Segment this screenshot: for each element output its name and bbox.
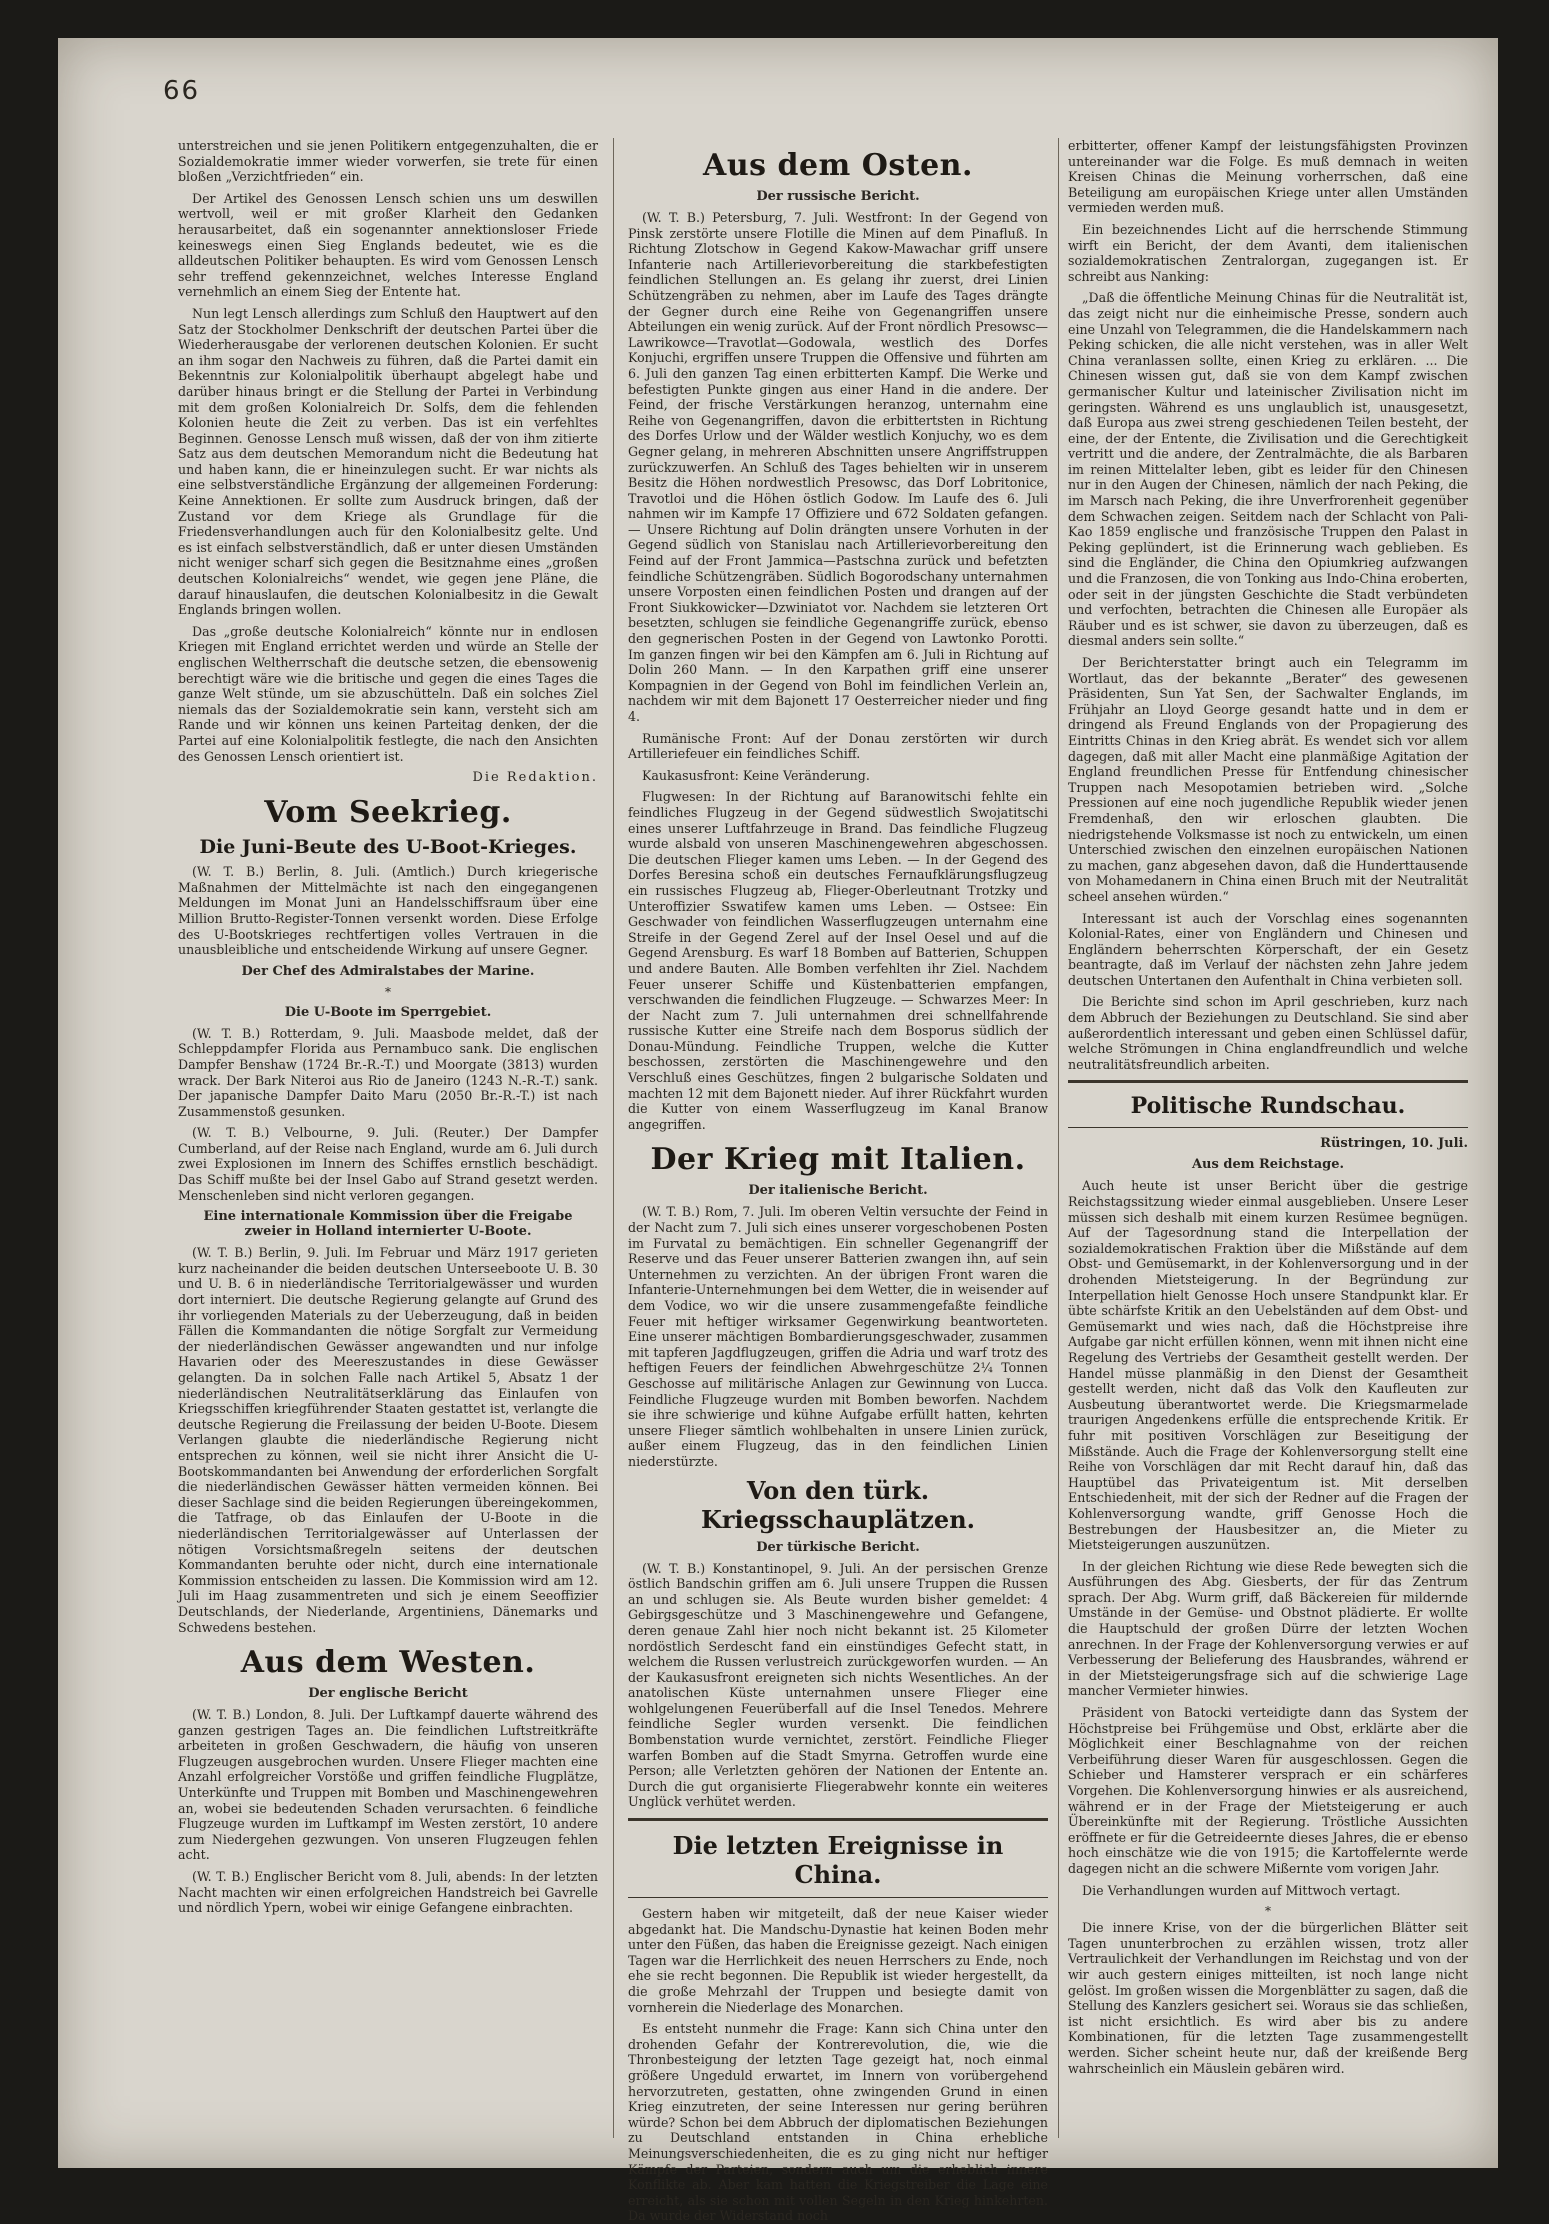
separator-star: * xyxy=(1265,1904,1271,1919)
section-head: Die U-Boote im Sperrgebiet. xyxy=(284,1004,492,1020)
article-paragraph: erbitterter, offener Kampf der leistungsfähigsten Provinzen untereinander war die Folge. Es muß demnach in weiten Kreisen Chinas die Meinung vorherrschen, daß eine Beteiligung am europäischen Kriege unter allen Umständen vermieden werden muß. xyxy=(1068,138,1468,216)
article-paragraph: Der Artikel des Genossen Lensch schien uns um deswillen wertvoll, weil er mit großer Klarheit den Gedanken herausarbeitet, daß ein sogenannter annektionsloser Friede keineswegs einen Sieg Englands bedeutet, wie es die alldeutschen Politiker behaupten. Es wird vom Genossen Lensch sehr treffend gekennzeichnet, welches Interesse England vernehmlich an einem Sieg der Entente hat. xyxy=(178,190,598,300)
column-middle xyxy=(628,138,1048,2224)
article-paragraph: Gestern haben wir mitgeteilt, daß der neue Kaiser wieder abgedankt hat. Die Mandschu-Dynastie hat keinen Boden mehr unter den Füßen, das haben die Ereignisse gezeigt. Nach einigen Tagen war die Herrlichkeit des neuen Herrschers zu Ende, noch ehe sie recht begonnen. Die Republik ist wieder hergestellt, da die große Mehrzahl der Truppen und besiegte damit von vornherein die Niederlage des Monarchen. xyxy=(628,1906,1048,2015)
article-paragraph: Kaukasusfront: Keine Veränderung. xyxy=(642,767,870,783)
signature: Der Chef des Admiralstabes der Marine. xyxy=(241,963,535,979)
article-paragraph: Auch heute ist unser Bericht über die gestrige Reichstagssitzung wieder einmal ausgeblieben. Unsere Leser müssen sich deshalb mit einem kurzen Resümee begnügen. Auf der Tagesordnung stand die Interpellation der sozialdemokratischen Fraktion über die Mißstände auf dem Obst- und Gemüsemarkt, in der Kohlenversorgung und in der drohenden Mietsteigerung. In der Begründung zur Interpellation hielt Genosse Hoch unsere Standpunkt klar. Er übte schärfste Kritik an den Uebelständen auf dem Obst- und Gemüsemarkt und wies nach, daß die Höchstpreise ihre Aufgabe gar nicht erfüllen können, wenn mit ihnen nicht eine Regelung des Vertriebs der Gesamtheit gestellt werden. Der Handel müsse planmäßig in den Dienst der Gesamtheit gestellt werden, nicht daß das Volk den Kaufleuten zur Ausbeutung überantwortet werde. Die Kriegsmarmelade traurigen Angedenkens erfülle die entsprechende Kritik. Er fuhr mit positiven Vorschlägen zur Beseitigung der Mißstände. Auch die Frage der Kohlenversorgung stellt eine Reihe von Vorschlägen dar mit Recht darauf hin, daß das Hauptübel das Privateigentum ist. Mit derselben Entschiedenheit, mit der sich der Redner auf die Fragen der Kohlenversorgung wandte, griff Genosse Hoch die Bestrebungen der Hausbesitzer an, die Mieter zu Mietsteigerungen auszunützen. xyxy=(1068,1178,1468,1553)
section-head: Eine internationale Kommission über die Freigabe zweier in Holland internierter U-Boote. xyxy=(203,1209,573,1240)
section-title-westen: Aus dem Westen. xyxy=(240,1645,536,1681)
article-paragraph: unterstreichen und sie jenen Politikern entgegenzuhalten, die er Sozialdemokratie immer wieder vorwerfen, sie trete für einen bloßen „Verzichtfrieden“ ein. xyxy=(178,138,598,185)
article-paragraph: (W. T. B.) London, 8. Juli. Der Luftkampf dauerte während des ganzen gestrigen Tages an. Die feindlichen Luftstreitkräfte arbeiteten in großen Geschwadern, die häufig von unseren Flugzeugen ausgebrochen wurden. Unsere Flieger machten eine Anzahl erfolgreicher Vorstöße und griffen feindliche Flugplätze, Unterkünfte und Truppen mit Bomben und Maschinengewehren an, wobei sie bedeutenden Schaden verursachten. 6 feindliche Flugzeuge wurden im Luftkampf im Westen zerstört, 10 andere zum Niedergehen gezwungen. Von unseren Flugzeugen fehlen acht. xyxy=(178,1707,598,1863)
article-paragraph: (W. T. B.) Petersburg, 7. Juli. Westfront: In der Gegend von Pinsk zerstörte unsere Flotille die Minen auf dem Pinafluß. In Richtung Zlotschow in Gegend Kakow-Mawachar griff unsere Infanterie nach Artillerievorbereitung die starkbefestigten feindlichen Stellungen an. Es gelang ihr zuerst, drei Linien Schützengräben zu nehmen, aber im Laufe des Tages drängte der Gegner durch eine Reihe von Gegenangriffen unsere Abteilungen ein wenig zurück. Auf der Front nördlich Presowsc—Lawrikowce—Travotlat—Godowala, westlich des Dorfes Konjuchi, ergriffen unsere Truppen die Offensive und führten am 6. Juli den ganzen Tag einen erbitterten Kampf. Die Werke und befestigten Punkte gingen aus einer Hand in die andere. Der Feind, der frische Verstärkungen heranzog, unternahm eine Reihe von Gegenangriffen, davon die erbittertsten in Richtung des Dorfes Urlow und der Wälder westlich Konjuchy, wo es dem Gegner gelang, in mehreren Abschnitten unsere Angriffstruppen zurückzuwerfen. An Schluß des Tages behielten wir in unserem Besitz die Höhen nordwestlich Presowsc, das Dorf Lobritonice, Travotloi und die Höhen östlich Godow. Im Laufe des 6. Juli nahmen wir im Kampfe 17 Offiziere und 672 Soldaten gefangen. — Unsere Richtung auf Dolin drängten unsere Vorhuten in der Gegend südlich von Stanislau nach Artillerievorbereitung den Feind auf der Front Jammica—Pastschna zurück und befetzten feindliche Schützengräben. Südlich Bogorodschany unternahmen unsere Vorposten einen feindlichen Posten und drangen auf der Front Siukkowicker—Dzwiniatot vor. Nachdem sie letzteren Ort besetzten, schlugen sie feindliche Gegenangriffe zurück, ebenso den gegnerischen Posten in der Gegend von Lawtonko Porotti. Im ganzen fingen wir bei den Kämpfen am 6. Juli in Richtung auf Dolin 260 Mann. — In den Karpathen griff eine unserer Kompagnien in der Gegend von Bohl im feindlichen Verlein an, nachdem wir mit dem Bajonett 17 Oesterreicher nieder und fing 4. xyxy=(628,210,1048,724)
section-title-china: Die letzten Ereignisse in China. xyxy=(672,1831,1004,1890)
rundschau-heading-box xyxy=(1068,1080,1468,1128)
column-divider xyxy=(1058,138,1059,2138)
article-paragraph: Nun legt Lensch allerdings zum Schluß den Hauptwert auf den Satz der Stockholmer Denkschrift der deutschen Partei über die Wiederherausgabe der verlorenen deutschen Kolonien. Er sucht an ihm sogar den Nachweis zu führen, daß die Partei damit ein Bekenntnis zur Kolonialpolitik überhaupt abgelegt habe und darüber hinaus bringt er die Stellung der Partei in Verbindung mit dem großen Kolonialreich Dr. Solfs, dem die fehlenden Kolonien heute die Zeit zu verben. Das ist ein verfehltes Beginnen. Genosse Lensch muß wissen, daß der von ihm zitierte Satz aus dem deutschen Memorandum nicht die Bedeutung hat und haben kann, die er hineinzulegen sucht. Er war nichts als eine selbstverständliche Ergänzung der allgemeinen Forderung: Keine Annektionen. Er sollte zum Ausdruck bringen, daß der Zustand vor dem Kriege als Grundlage für die Friedensverhandlungen auch für den Kolonialbesitz gelte. Und es ist einfach selbstverständlich, daß er unter diesen Umständen nicht weniger scharf sich gegen die Besitznahme eines „großen deutschen Kolonialreichs“ wendet, wie gegen jene Pläne, die darauf hinauslaufen, die deutschen Kolonialbesitz in die Gewalt Englands bringen wollen. xyxy=(178,305,598,618)
article-paragraph: (W. T. B.) Berlin, 9. Juli. Im Februar und März 1917 gerieten kurz nacheinander die beiden deutschen Unterseeboote U. B. 30 und U. B. 6 in niederländische Territorialgewässer und wurden dort interniert. Die deutsche Regierung gelangte auf Grund des ihr vorliegenden Materials zu der Ueberzeugung, daß in beiden Fällen die Kommandanten die nötige Sorgfalt zur Vermeidung der niederländischen Gewässer angewandten und nur infolge Havarien oder des Meereszustandes in diese Gewässer gelangten. Da in solchen Falle nach Artikel 5, Absatz 1 der niederländischen Neutralitätserklärung das Einlaufen von Kriegsschiffen kriegführender Staaten gestattet ist, verlangte die deutsche Regierung die Freilassung der beiden U-Boote. Diesem Verlangen glaubte die niederländische Regierung nicht entsprechen zu können, weil sie nicht ihrer Ansicht die U-Bootskommandanten bei Anwendung der erforderlichen Sorgfalt die niederländischen Gewässer hätten vermeiden können. Bei dieser Sachlage sind die beiden Regierungen übereingekommen, die Tatfrage, ob das Einlaufen der U-Boote in die niederländischen Territorialgewässer auf Unterlassen der nötigen Vorsichtsmaßregeln seitens der deutschen Kommandanten beruhte oder nicht, durch eine internationale Kommission entscheiden zu lassen. Die Kommission wird am 12. Juli im Haag zusammentreten und sich je einem Seeoffizier Deutschlands, der Niederlande, Argentiniens, Dänemarks und Schwedens bestehen. xyxy=(178,1245,598,1635)
article-paragraph: (W. T. B.) Englischer Bericht vom 8. Juli, abends: In der letzten Nacht machten wir einen erfolgreichen Handstreich bei Gavrelle und nördlich Ypern, wobei wir einige Gefangene einbrachten. xyxy=(178,1869,598,1916)
page-number: 66 xyxy=(163,76,201,106)
article-paragraph: Interessant ist auch der Vorschlag eines sogenannten Kolonial-Rates, einer von Engländern und Chinesen und Engländern beherrschten Körperschaft, der ein Gesetz beantragte, daß im Verlauf der nächsten zehn Jahre jedem deutschen Untertanen den Aufenthalt in China verbieten soll. xyxy=(1068,910,1468,988)
article-paragraph: Ein bezeichnendes Licht auf die herrschende Stimmung wirft ein Bericht, der dem Avanti, dem italienischen sozialdemokratischen Zentralorgan, zugegangen ist. Er schreibt aus Nanking: xyxy=(1068,221,1468,284)
article-paragraph: Das „große deutsche Kolonialreich“ könnte nur in endlosen Kriegen mit England errichtet werden und würde an Stelle der englischen Weltherrschaft die deutsche setzen, die ebensowenig berechtigt wäre wie die britische und gegen die eines Tages die ganze Welt stünde, um sie abzuschütteln. Daß ein solches Ziel niemals das der Sozialdemokratie sein kann, versteht sich am Rande und wir können uns keinen Parteitag denken, der die Partei auf eine Kolonialpolitik festlegte, die nach den Ansichten des Genossen Lensch orientiert ist. xyxy=(178,623,598,764)
section-title-tuerkei: Von den türk. Kriegsschauplätzen. xyxy=(701,1475,975,1534)
section-subtitle: Der russische Bericht. xyxy=(756,189,920,204)
article-paragraph: Es entsteht nunmehr die Frage: Kann sich China unter den drohenden Gefahr der Kontrerevolution, die, wie die Thronbesteigung der letzten Tage gezeigt hat, noch einmal größere Ungeduld erwartet, im Innern von vorübergehend hervorzutreten, gestatten, ohne zwingenden Grund in einen Krieg einzutreten, der seine Interessen nur gering berühren würde? Schon bei dem Abbruch der diplomatischen Beziehungen zu Deutschland entstanden in China erhebliche Meinungsverschiedenheiten, die es zu ging nicht nur heftiger Kämpfe der Parteien, sondern auch um die erheblich innere Konflikte ab. Aber kam hatten die Kriegstreiber die Lage eine erreicht, als sie schon mit vollen Segeln in den Krieg hinkehrten. Da wurde der Widerstand noch xyxy=(628,2021,1048,2224)
article-paragraph: Die Berichte sind schon im April geschrieben, kurz nach dem Abbruch der Beziehungen zu Deutschland. Sie sind aber außerordentlich interessant und geben einen Schlüssel dafür, welche Strömungen in China englandfreundlich und welche neutralitätsfreundlich arbeiten. xyxy=(1068,994,1468,1072)
article-paragraph: (W. T. B.) Konstantinopel, 9. Juli. An der persischen Grenze östlich Bandschin griffen am 6. Juli unsere Truppen die Russen an und schlugen sie. Als Beute wurden bisher gemeldet: 4 Gebirgsgeschütze und 3 Maschinengewehre und Gefangene, deren genaue Zahl hier noch nicht bekannt ist. 25 Kilometer nordöstlich Serdescht fand ein einstündiges Gefecht statt, in welchem die Russen verlustreich zurückgeworfen wurden. — An der Kaukasusfront ereigneten sich nichts Wesentliches. An der anatolischen Küste unternahmen unsere Flieger eine wohlgelungenen Feuerüberfall auf die Insel Tenedos. Mehrere feindliche Segler wurden versenkt. Die feindlichen Bombenstation wurde vernichtet, zerstört. Feindliche Flieger warfen Bomben auf die Stadt Smyrna. Getroffen wurde eine Person; alle Verletzten gehören der Nationen der Entente an. Durch die gut organisierte Fliegerabwehr konnte ein weiteres Unglück verhütet werden. xyxy=(628,1560,1048,1810)
article-paragraph: (W. T. B.) Berlin, 8. Juli. (Amtlich.) Durch kriegerische Maßnahmen der Mittelmächte ist nach den eingegangenen Meldungen im Monat Juni an Handelsschiffsraum über eine Million Brutto-Register-Tonnen versenkt worden. Diese Erfolge des U-Bootskrieges rechtfertigen volles Vertrauen in die unausbleibliche und entscheidende Wirkung auf unsere Gegner. xyxy=(178,864,598,958)
section-subtitle: Der türkische Bericht. xyxy=(756,1539,920,1555)
signature: Die Redaktion. xyxy=(472,770,598,786)
section-title-rundschau: Politische Rundschau. xyxy=(1130,1093,1406,1120)
separator-star: * xyxy=(385,984,391,999)
section-subtitle: Die Juni-Beute des U-Boot-Krieges. xyxy=(199,836,577,859)
article-paragraph: In der gleichen Richtung wie diese Rede bewegten sich die Ausführungen des Abg. Giesberts, der für das Zentrum sprach. Der Abg. Wurm griff, daß Bäckereien für mildernde Umstände in der Gemüse- und Obstnot plädierte. Er wollte die Hauptschuld der großen Dürre der letzten Wochen anrechnen. In der Frage der Kohlenversorgung verwies er auf Verbesserung der Belieferung des Hausbrandes, während er in der Mietsteigerungsfrage sich auf die schwierige Lage mancher Vermieter hinwies. xyxy=(1068,1558,1468,1699)
section-title-italien: Der Krieg mit Italien. xyxy=(650,1142,1026,1178)
article-paragraph: Präsident von Batocki verteidigte dann das System der Höchstpreise bei Frühgemüse und Obst, erklärte aber die Möglichkeit einer Beschlagnahme von der reichen Verbeiführung dieser Waren für ausgeschlossen. Gegen die Schieber und Hamsterer versprach er ein schärferes Vorgehen. Die Kohlenversorgung hinwies er als ausreichend, während er in der Frage der Mietsteigerung er auch Übereinkünfte mit der Regierung. Tröstliche Aussichten eröffnete er für die Getreideernte dieses Jahres, die er ebenso hoch einschätze wie die von 1915; die Kartoffelernte werde dagegen nicht an die schwere Mißernte vom vorigen Jahr. xyxy=(1068,1705,1468,1876)
section-subtitle: Der italienische Bericht. xyxy=(748,1183,928,1199)
section-title-seekrieg: Vom Seekrieg. xyxy=(264,795,512,831)
article-paragraph: Der Berichterstatter bringt auch ein Telegramm im Wortlaut, das der bekannte „Berater“ des gewesenen Präsidenten, Sun Yat Sen, der Sachwalter Englands, im Frühjahr an Lloyd George gesandt hatte und in dem er dringend als Freund Englands von der Propagierung des Eintritts Chinas in den Krieg abrät. Es wendet sich vor allem dagegen, daß mit aller Macht eine planmäßige Agitation der England freundlichen Presse für Entfendung chinesischer Truppen nach Mesopotamien betrieben wird. „Solche Pressionen auf eine noch jugendliche Republik wieder jenen Fremdenhaß, den wir erloschen glaubten. Die niedrigstehende Volksmasse ist noch zu entwickeln, um einen Unterschied zwischen den einzelnen europäischen Nationen zu machen, ganz abgesehen davon, daß die Hunderttausende von Mohamedanern in China einen Bruch mit der Neutralität scheel ansehen würden.“ xyxy=(1068,655,1468,904)
article-paragraph: Die innere Krise, von der die bürgerlichen Blätter seit Tagen ununterbrochen zu erzählen wissen, trotz aller Vertraulichkeit der Verhandlungen im Reichstag und von der wir auch gestern einiges mitteilten, ist noch lange nicht gelöst. Im großen wissen die Morgenblätter zu sagen, daß die Stellung des Kanzlers gesichert sei. Woraus sie das schließen, ist nicht ersichtlich. Es wird aber bis zu andere Kombinationen, für die letzten Tage zusammengestellt werden. Sicher scheint heute nur, daß der kreißende Berg wahrscheinlich ein Mäuslein gebären wird. xyxy=(1068,1920,1468,2076)
newspaper-page xyxy=(58,38,1498,2224)
article-paragraph: (W. T. B.) Rotterdam, 9. Juli. Maasbode meldet, daß der Schleppdampfer Florida aus Pernambuco sank. Die englischen Dampfer Benshaw (1724 Br.-R.-T.) und Moorgate (3813) wurden wrack. Der Bark Niteroi aus Rio de Janeiro (1243 N.-R.-T.) sank. Der japanische Dampfer Daito Maru (2050 Br.-R.-T.) ist nach Zusammenstoß gesunken. xyxy=(178,1025,598,1119)
section-title-osten: Aus dem Osten. xyxy=(703,148,973,183)
dateline: Rüstringen, 10. Juli. xyxy=(1320,1136,1468,1152)
article-paragraph: Rumänische Front: Auf der Donau zerstörten wir durch Artilleriefeuer ein feindliches Schiff. xyxy=(628,730,1048,762)
china-heading-box xyxy=(628,1818,1048,1898)
column-right xyxy=(1068,138,1468,2138)
article-paragraph: (W. T. B.) Velbourne, 9. Juli. (Reuter.) Der Dampfer Cumberland, auf der Reise nach England, wurde am 6. Juli durch zwei Explosionen im Innern des Schiffes ernstlich beschädigt. Das Schiff mußte bei der Insel Gabo auf Strand gesetzt werden. Menschenleben sind nicht verloren gegangen. xyxy=(178,1125,598,1203)
article-paragraph: Die Verhandlungen wurden auf Mittwoch vertagt. xyxy=(1082,1882,1401,1898)
article-paragraph: „Daß die öffentliche Meinung Chinas für die Neutralität ist, das zeigt nicht nur die einheimische Presse, sondern auch eine Unzahl von Telegrammen, die die Handelskammern nach Peking schicken, die alle nicht verstehen, was in aller Welt China veranlassen sollte, einen Krieg zu erklären. ... Die Chinesen wissen gut, daß sie von dem Kampf zwischen germanischer Kultur und lateinischer Zivilisation nicht im geringsten. Während es uns unglaublich ist, unausgesetzt, daß Europa aus zwei streng geschiedenen Teilen besteht, der eine, der der Entente, die Zivilisation und die Gerechtigkeit vertritt und die andere, der Zentralmächte, die als Barbaren im reinen Mittelalter leben, gibt es leider für den Chinesen nur in den Augen der Chinesen, nämlich der nach Peking, die im Marsch nach Peking, die ihre Unverfrorenheit gegenüber dem Schwachen zeigen. Seitdem nach der Schlacht von Pali-Kao 1859 englische und französische Truppen den Palast in Peking geplündert, ist die Erinnerung wach geblieben. Es sind die Engländer, die China den Opiumkrieg aufzwangen und die Franzosen, die von Tonking aus Indo-China eroberten, oder seit in der jüngsten Geschichte die Stadt verbündeten und verfochten, betrachten die Chinesen alle Europäer als Räuber und es ist schwer, sie davon zu überzeugen, daß es diesmal anders sein sollte.“ xyxy=(1068,290,1468,649)
article-paragraph: (W. T. B.) Rom, 7. Juli. Im oberen Veltin versuchte der Feind in der Nacht zum 7. Juli sich eines unserer vorgeschobenen Posten im Furvatal zu bemächtigen. Ein schneller Gegenangriff der Reserve und das Feuer unserer Batterien zwangen ihn, auf sein Unternehmen zu verzichten. An der übrigen Front waren die Infanterie-Unternehmungen bei dem Wetter, die in weisender auf dem Vodice, wo wir die unsere zusammengefaßte feindliche Feuer mit heftiger wirksamer Gegenwirkung beantworteten. Eine unserer mächtigen Bombardierungsgeschwader, zusammen mit tapferen Jagdflugzeugen, griffen die Adria und warf trotz des heftigen Feuers der feindlichen Abwehrgeschütze 2¼ Tonnen Geschosse auf militärische Anlagen zur Gewinnung von Lucca. Feindliche Flugzeuge wurden mit Bomben beworfen. Nachdem sie ihre schwierige und kühne Aufgabe erfüllt hatten, kehrten unsere Flieger sämtlich wohlbehalten in unsere Linien zurück, außer einem Flugzeug, das in den feindlichen Linien niederstürzte. xyxy=(628,1204,1048,1469)
article-paragraph: Flugwesen: In der Richtung auf Baranowitschi fehlte ein feindliches Flugzeug in der Gegend südwestlich Swojatitschi eines unserer Luftfahrzeuge in Brand. Das feindliche Flugzeug wurde alsbald von unseren Maschinengewehren abgeschossen. Die deutschen Flieger kamen ums Leben. — In der Gegend des Dorfes Beresina schoß ein deutsches Fernaufklärungsflugzeug ein russisches Flugzeug ab, Flieger-Oberleutnant Trotzky und Unteroffizier Sswatifew kamen ums Leben. — Ostsee: Ein Geschwader von feindlichen Wasserflugzeugen unternahm eine Streife in der Gegend Zerel auf der Insel Oesel und auf die Gegend Arensburg. Es warf 18 Bomben auf Batterien, Schuppen und andere Bauten. Alle Bomben verfehlten ihr Ziel. Nachdem Feuer unserer Schiffe und Küstenbatterien empfangen, verschwanden die feindlichen Flugzeuge. — Schwarzes Meer: In der Nacht zum 7. Juli unternahmen drei schnellfahrende russische Kutter eine Streife nach dem Bosporus südlich der Donau-Mündung. Feindliche Truppen, welche die Kutter beschossen, zerstörten die Maschinengewehre und den Verschluß eines Geschützes, fingen 2 bulgarische Soldaten und machten 12 mit dem Bajonett nieder. Auf ihrer Rückfahrt wurden die Kutter von einem Wasserflugzeug im Kanal Branow angegriffen. xyxy=(628,789,1048,1132)
column-left xyxy=(178,138,598,2138)
section-subtitle: Der englische Bericht xyxy=(308,1686,468,1702)
section-head: Aus dem Reichstage. xyxy=(1191,1157,1345,1173)
column-divider xyxy=(613,138,614,2138)
